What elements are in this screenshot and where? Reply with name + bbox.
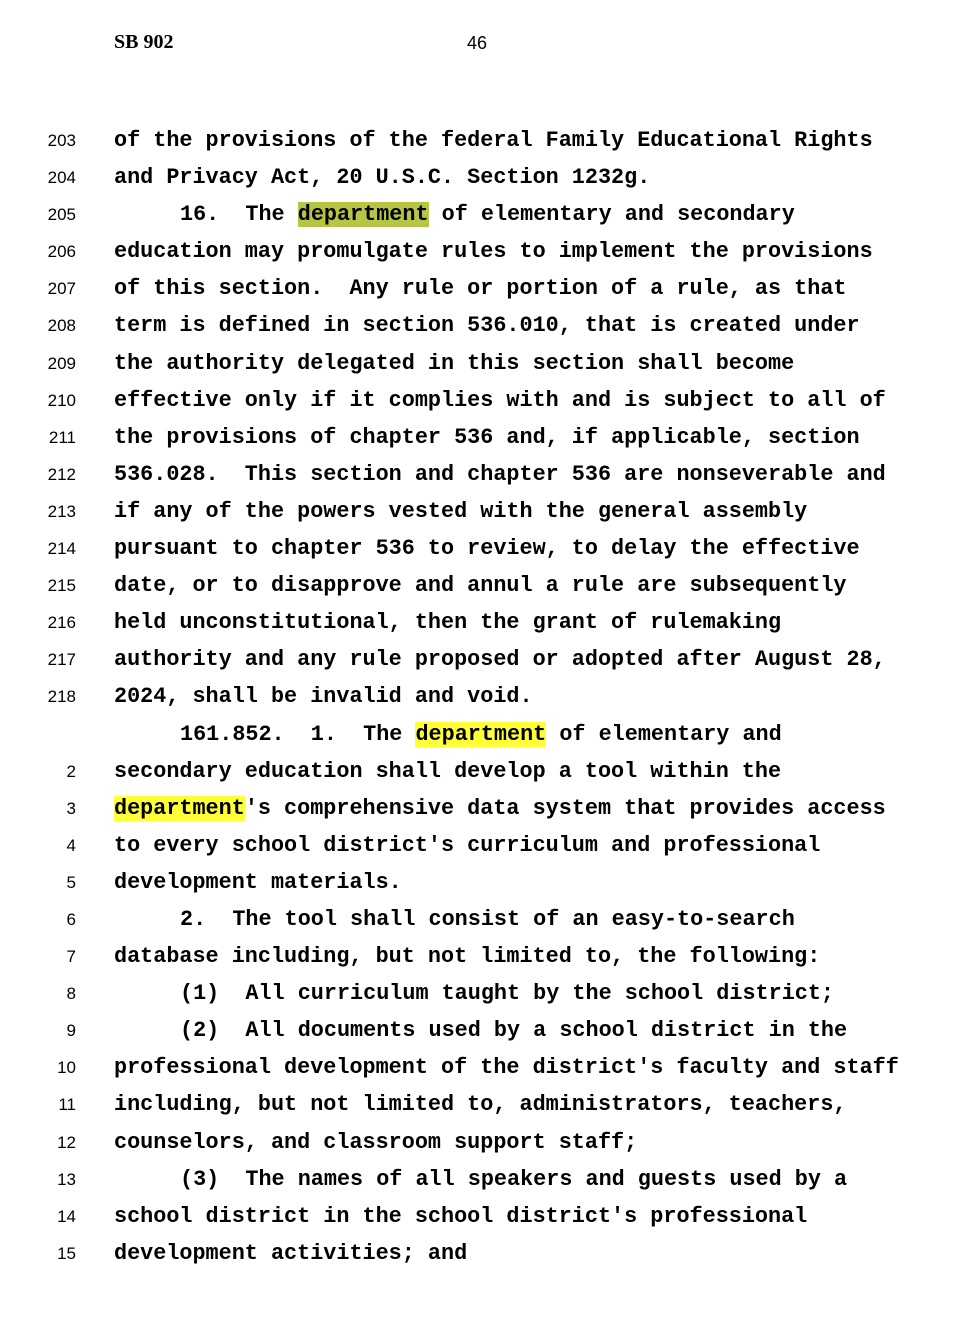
- line-number: 7: [66, 947, 76, 967]
- text-line: [0, 938, 968, 975]
- line-number: 214: [47, 539, 76, 559]
- line-text: [114, 233, 873, 270]
- line-text: [114, 530, 860, 567]
- line-number: 13: [57, 1169, 76, 1189]
- line-number: 211: [48, 427, 76, 447]
- text-line: [0, 864, 968, 901]
- line-text: [114, 790, 886, 827]
- text-line: [0, 456, 968, 493]
- text-line: [0, 1049, 968, 1086]
- text-line: [0, 382, 968, 419]
- text-line: [0, 1012, 968, 1049]
- line-number: 205: [47, 205, 76, 225]
- line-number: 5: [66, 872, 76, 892]
- text-segment: (2) All documents used by a school district in the: [180, 1018, 848, 1044]
- text-segment: school district in the school district's professional: [114, 1203, 808, 1229]
- text-segment: 2024, shall be invalid and void.: [114, 684, 533, 710]
- line-number: 210: [47, 390, 76, 410]
- text-segment: 's comprehensive data system that provides access: [244, 795, 886, 821]
- line-number: 9: [66, 1021, 76, 1041]
- line-number: 12: [57, 1132, 76, 1152]
- text-segment: the authority delegated in this section shall become: [114, 350, 795, 376]
- line-number: 2: [66, 761, 76, 781]
- line-text: [180, 975, 834, 1012]
- text-line: [0, 641, 968, 678]
- text-segment: (3) The names of all speakers and guests used by a: [180, 1166, 848, 1192]
- text-segment: term is defined in section 536.010, that is created under: [114, 313, 860, 339]
- line-text: [180, 1161, 847, 1198]
- line-number: 218: [47, 687, 76, 707]
- bill-text: [0, 122, 968, 1272]
- text-line: [0, 159, 968, 196]
- line-text: [114, 122, 873, 159]
- text-segment: education may promulgate rules to implement the provisions: [114, 239, 873, 265]
- search-match-highlight: department: [114, 795, 245, 821]
- line-text: [114, 1235, 467, 1272]
- line-text: [114, 382, 886, 419]
- line-text: [114, 1049, 899, 1086]
- line-number: 6: [66, 909, 76, 929]
- text-line: [0, 678, 968, 715]
- text-line: [0, 233, 968, 270]
- text-segment: authority and any rule proposed or adopted after August 28,: [114, 647, 886, 673]
- text-segment: professional development of the district's faculty and staff: [114, 1055, 899, 1081]
- page-number: 46: [467, 33, 488, 53]
- text-segment: date, or to disapprove and annul a rule are subsequently: [114, 573, 847, 599]
- text-segment: database including, but not limited to, the following:: [114, 944, 821, 970]
- text-segment: the provisions of chapter 536 and, if applicable, section: [114, 424, 860, 450]
- text-line: [0, 901, 968, 938]
- text-line: [0, 1198, 968, 1235]
- text-line: [0, 753, 968, 790]
- text-line: [0, 827, 968, 864]
- bill-id: SB 902: [114, 31, 174, 53]
- text-line: [0, 345, 968, 382]
- text-line: [0, 419, 968, 456]
- text-segment: held unconstitutional, then the grant of rulemaking: [114, 610, 782, 636]
- text-line: [0, 1086, 968, 1123]
- text-segment: 536.028. This section and chapter 536 are nonseverable and: [114, 461, 886, 487]
- line-number: 207: [47, 279, 76, 299]
- line-text: [114, 307, 860, 344]
- text-line: [0, 790, 968, 827]
- text-line: [0, 975, 968, 1012]
- text-line: [0, 716, 968, 753]
- line-text: [114, 641, 886, 678]
- line-text: [180, 901, 795, 938]
- line-number: 208: [47, 316, 76, 336]
- text-segment: 16. The: [180, 202, 298, 228]
- text-segment: and Privacy Act, 20 U.S.C. Section 1232g.: [114, 165, 651, 191]
- text-line: [0, 307, 968, 344]
- line-text: [114, 567, 847, 604]
- text-line: [0, 1235, 968, 1272]
- line-text: [180, 1012, 847, 1049]
- line-number: 209: [47, 353, 76, 373]
- line-text: [114, 753, 781, 790]
- line-text: [114, 938, 820, 975]
- text-line: [0, 567, 968, 604]
- line-text: [114, 419, 860, 456]
- line-number: 212: [47, 464, 76, 484]
- line-text: [114, 456, 886, 493]
- line-number: 203: [47, 131, 76, 150]
- text-segment: (1) All curriculum taught by the school district;: [180, 981, 835, 1007]
- text-segment: development activities; and: [114, 1240, 468, 1266]
- line-text: [114, 678, 533, 715]
- text-segment: of elementary and secondary: [428, 202, 795, 228]
- line-number: 213: [47, 501, 76, 521]
- text-segment: secondary education shall develop a tool within the: [114, 758, 782, 784]
- text-segment: pursuant to chapter 536 to review, to delay the effective: [114, 536, 860, 562]
- line-number: 4: [66, 835, 76, 855]
- line-number: 215: [47, 576, 76, 596]
- line-text: [114, 1124, 637, 1161]
- line-text: [114, 1086, 847, 1123]
- line-text: [114, 1198, 807, 1235]
- text-segment: of this section. Any rule or portion of a rule, as that: [114, 276, 847, 302]
- text-line: [0, 1161, 968, 1198]
- line-number: 204: [47, 168, 76, 188]
- line-text: [114, 864, 402, 901]
- line-text: [180, 716, 782, 753]
- line-number: 14: [57, 1206, 76, 1226]
- text-segment: to every school district's curriculum and professional: [114, 832, 821, 858]
- text-segment: development materials.: [114, 869, 402, 895]
- line-number: 217: [47, 650, 76, 670]
- text-line: [0, 493, 968, 530]
- text-line: [0, 604, 968, 641]
- line-text: [114, 270, 847, 307]
- text-segment: of elementary and: [546, 721, 782, 747]
- line-number: 3: [66, 798, 76, 818]
- text-line: [0, 530, 968, 567]
- text-segment: 161.852. 1. The: [180, 721, 416, 747]
- search-match-highlight: department: [415, 721, 547, 747]
- text-segment: effective only if it complies with and is subject to all of: [114, 387, 886, 413]
- text-line: [0, 1124, 968, 1161]
- text-line: [0, 196, 968, 233]
- line-text: [114, 493, 807, 530]
- line-text: [114, 345, 794, 382]
- line-number: 216: [47, 613, 76, 633]
- current-search-match: department: [297, 202, 429, 228]
- text-segment: if any of the powers vested with the general assembly: [114, 498, 808, 524]
- text-segment: of the provisions of the federal Family Educational Rights: [114, 128, 873, 153]
- text-segment: 2. The tool shall consist of an easy-to-search: [180, 906, 795, 932]
- line-number: 10: [57, 1058, 76, 1078]
- line-number: 8: [66, 984, 76, 1004]
- text-line: [0, 122, 968, 159]
- line-text: [180, 196, 795, 233]
- text-segment: including, but not limited to, administrators, teachers,: [114, 1092, 847, 1118]
- line-number: 15: [57, 1243, 76, 1263]
- line-number: 206: [47, 242, 76, 262]
- text-segment: counselors, and classroom support staff;: [114, 1129, 638, 1155]
- line-text: [114, 604, 781, 641]
- text-line: [0, 270, 968, 307]
- line-number: 11: [58, 1095, 76, 1115]
- line-text: [114, 159, 650, 196]
- line-text: [114, 827, 820, 864]
